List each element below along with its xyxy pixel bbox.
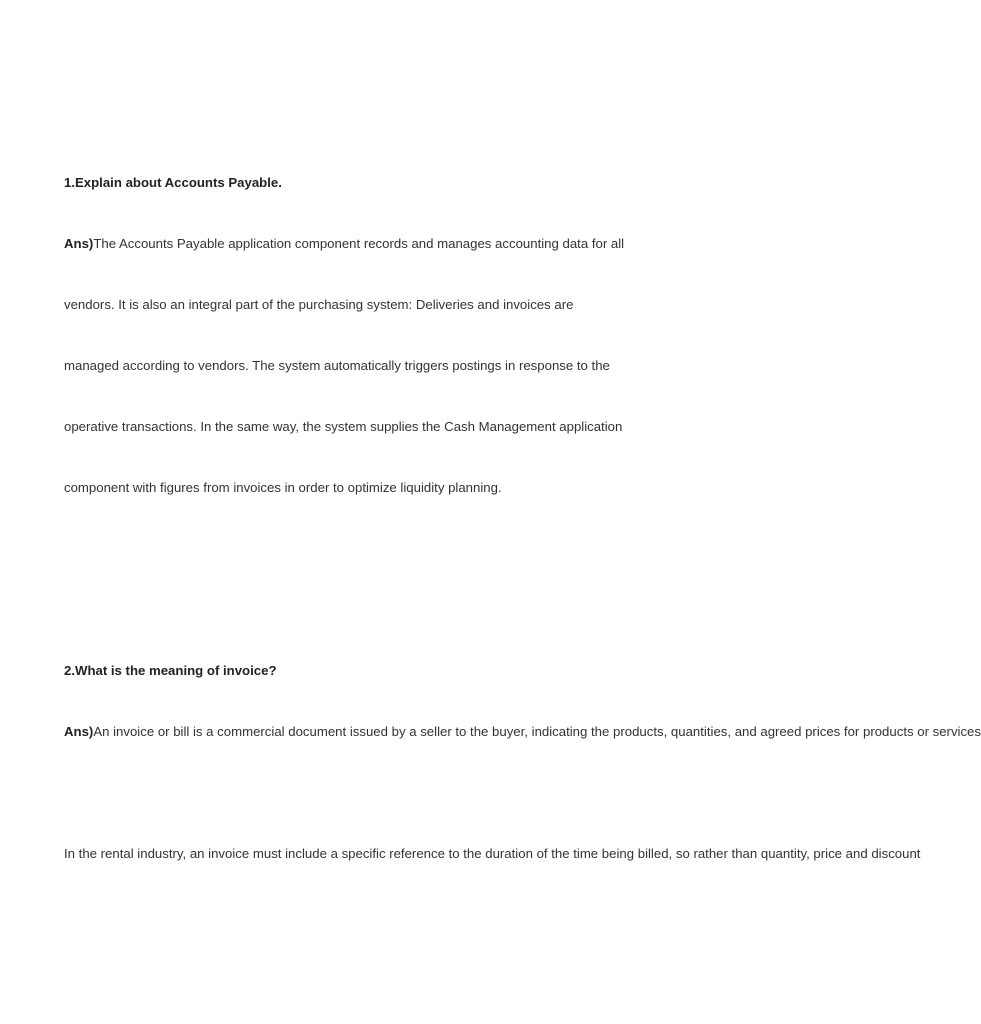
answer-1-line-2: vendors. It is also an integral part of the purchasing system: Deliveries and invoices are xyxy=(64,297,574,312)
answer-text: An invoice or bill is a commercial document issued by a seller to the buyer, indicating the products, quantities, and agreed prices for products or services xyxy=(93,724,981,739)
answer-label: Ans) xyxy=(64,236,94,251)
answer-2-line-2: In the rental industry, an invoice must include a specific reference to the duration of the time being billed, so rather than quantity, price and discount xyxy=(64,846,921,861)
answer-1-line-5: component with figures from invoices in order to optimize liquidity planning. xyxy=(64,480,502,495)
answer-1-line-1 xyxy=(64,236,624,252)
answer-label: Ans) xyxy=(64,724,94,739)
question-2-heading: 2.What is the meaning of invoice? xyxy=(64,663,277,678)
answer-text: The Accounts Payable application component records and manages accounting data for all xyxy=(93,236,625,251)
answer-2-line-1 xyxy=(64,724,981,740)
question-1-heading: 1.Explain about Accounts Payable. xyxy=(64,175,282,190)
answer-1-line-3: managed according to vendors. The system automatically triggers postings in response to the xyxy=(64,358,610,373)
answer-1-line-4: operative transactions. In the same way, the system supplies the Cash Management application xyxy=(64,419,623,434)
